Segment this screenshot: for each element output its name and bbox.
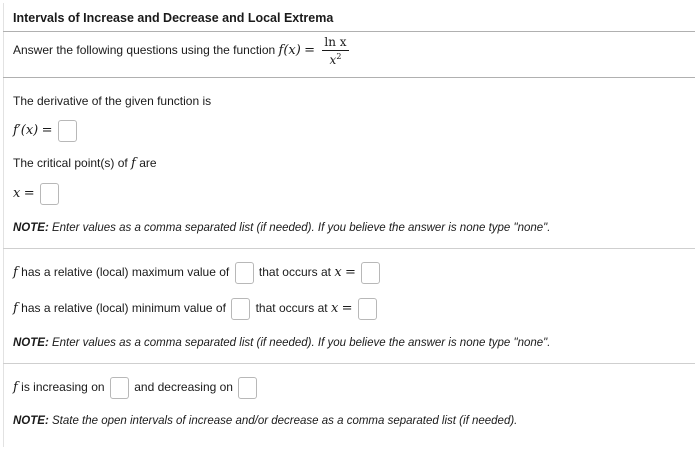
function-equals: = bbox=[304, 43, 316, 59]
note-text: State the open intervals of increase and/or decrease as a comma separated list (if needed). bbox=[51, 415, 518, 427]
note-label: NOTE: bbox=[13, 337, 49, 349]
note-label: NOTE: bbox=[13, 222, 49, 234]
increasing-input[interactable] bbox=[110, 377, 129, 399]
min-x-var: x bbox=[330, 301, 339, 317]
min-text: has a relative (local) minimum value of bbox=[21, 301, 226, 316]
critical-prompt-text: The critical point(s) of bbox=[13, 156, 128, 170]
function-fraction bbox=[322, 35, 348, 67]
title-divider bbox=[3, 31, 695, 32]
denominator-var: x bbox=[329, 53, 337, 67]
derivative-input[interactable] bbox=[58, 120, 77, 142]
derivative-label: f′(x) bbox=[13, 123, 39, 139]
note-label: NOTE: bbox=[13, 415, 49, 427]
derivative-prompt: The derivative of the given function is bbox=[13, 94, 212, 108]
max-text: has a relative (local) maximum value of bbox=[21, 265, 230, 280]
min-row bbox=[13, 298, 379, 320]
increasing-text: is increasing on bbox=[21, 380, 105, 395]
critical-label: x bbox=[13, 186, 21, 202]
note-intervals bbox=[13, 415, 517, 427]
critical-row bbox=[13, 183, 61, 205]
intervals-row bbox=[13, 377, 259, 399]
derivative-equals: = bbox=[41, 123, 53, 139]
max-x-equals: = bbox=[345, 265, 356, 281]
max-value-input[interactable] bbox=[235, 262, 254, 284]
max-x-var: x bbox=[334, 265, 342, 281]
critical-prompt-var: f bbox=[131, 156, 136, 171]
intro-divider bbox=[3, 77, 695, 78]
critical-prompt bbox=[13, 156, 157, 171]
note-values-2 bbox=[13, 337, 550, 349]
min-x-equals: = bbox=[341, 301, 353, 317]
fraction-denominator bbox=[322, 51, 348, 67]
max-row bbox=[13, 262, 382, 284]
max-var: f bbox=[13, 265, 18, 281]
min-var: f bbox=[13, 301, 18, 317]
decreasing-input[interactable] bbox=[238, 377, 257, 399]
derivative-row bbox=[13, 120, 79, 142]
min-x-input[interactable] bbox=[358, 298, 377, 320]
page-title: Intervals of Increase and Decrease and Local Extrema bbox=[13, 11, 334, 25]
note-text: Enter values as a comma separated list (if needed). If you believe the answer is none type "none". bbox=[51, 337, 551, 349]
min-occurs-text: that occurs at bbox=[255, 301, 328, 316]
fraction-numerator: ln x bbox=[324, 35, 347, 49]
denominator-exponent: 2 bbox=[336, 52, 342, 61]
section-divider-1 bbox=[3, 248, 695, 249]
critical-input[interactable] bbox=[40, 183, 59, 205]
note-text: Enter values as a comma separated list (if needed). If you believe the answer is none type "none". bbox=[51, 222, 551, 234]
intro-line bbox=[13, 35, 349, 67]
critical-prompt-after: are bbox=[139, 156, 157, 170]
max-x-input[interactable] bbox=[361, 262, 380, 284]
function-label: f(x) bbox=[278, 43, 301, 59]
min-value-input[interactable] bbox=[231, 298, 250, 320]
max-occurs-text: that occurs at bbox=[258, 265, 331, 280]
section-divider-2 bbox=[3, 363, 695, 364]
decreasing-text: and decreasing on bbox=[134, 380, 233, 395]
intervals-var: f bbox=[13, 380, 18, 396]
critical-equals: = bbox=[23, 186, 35, 202]
intro-text: Answer the following questions using the function bbox=[13, 43, 276, 58]
note-values-1 bbox=[13, 222, 550, 234]
